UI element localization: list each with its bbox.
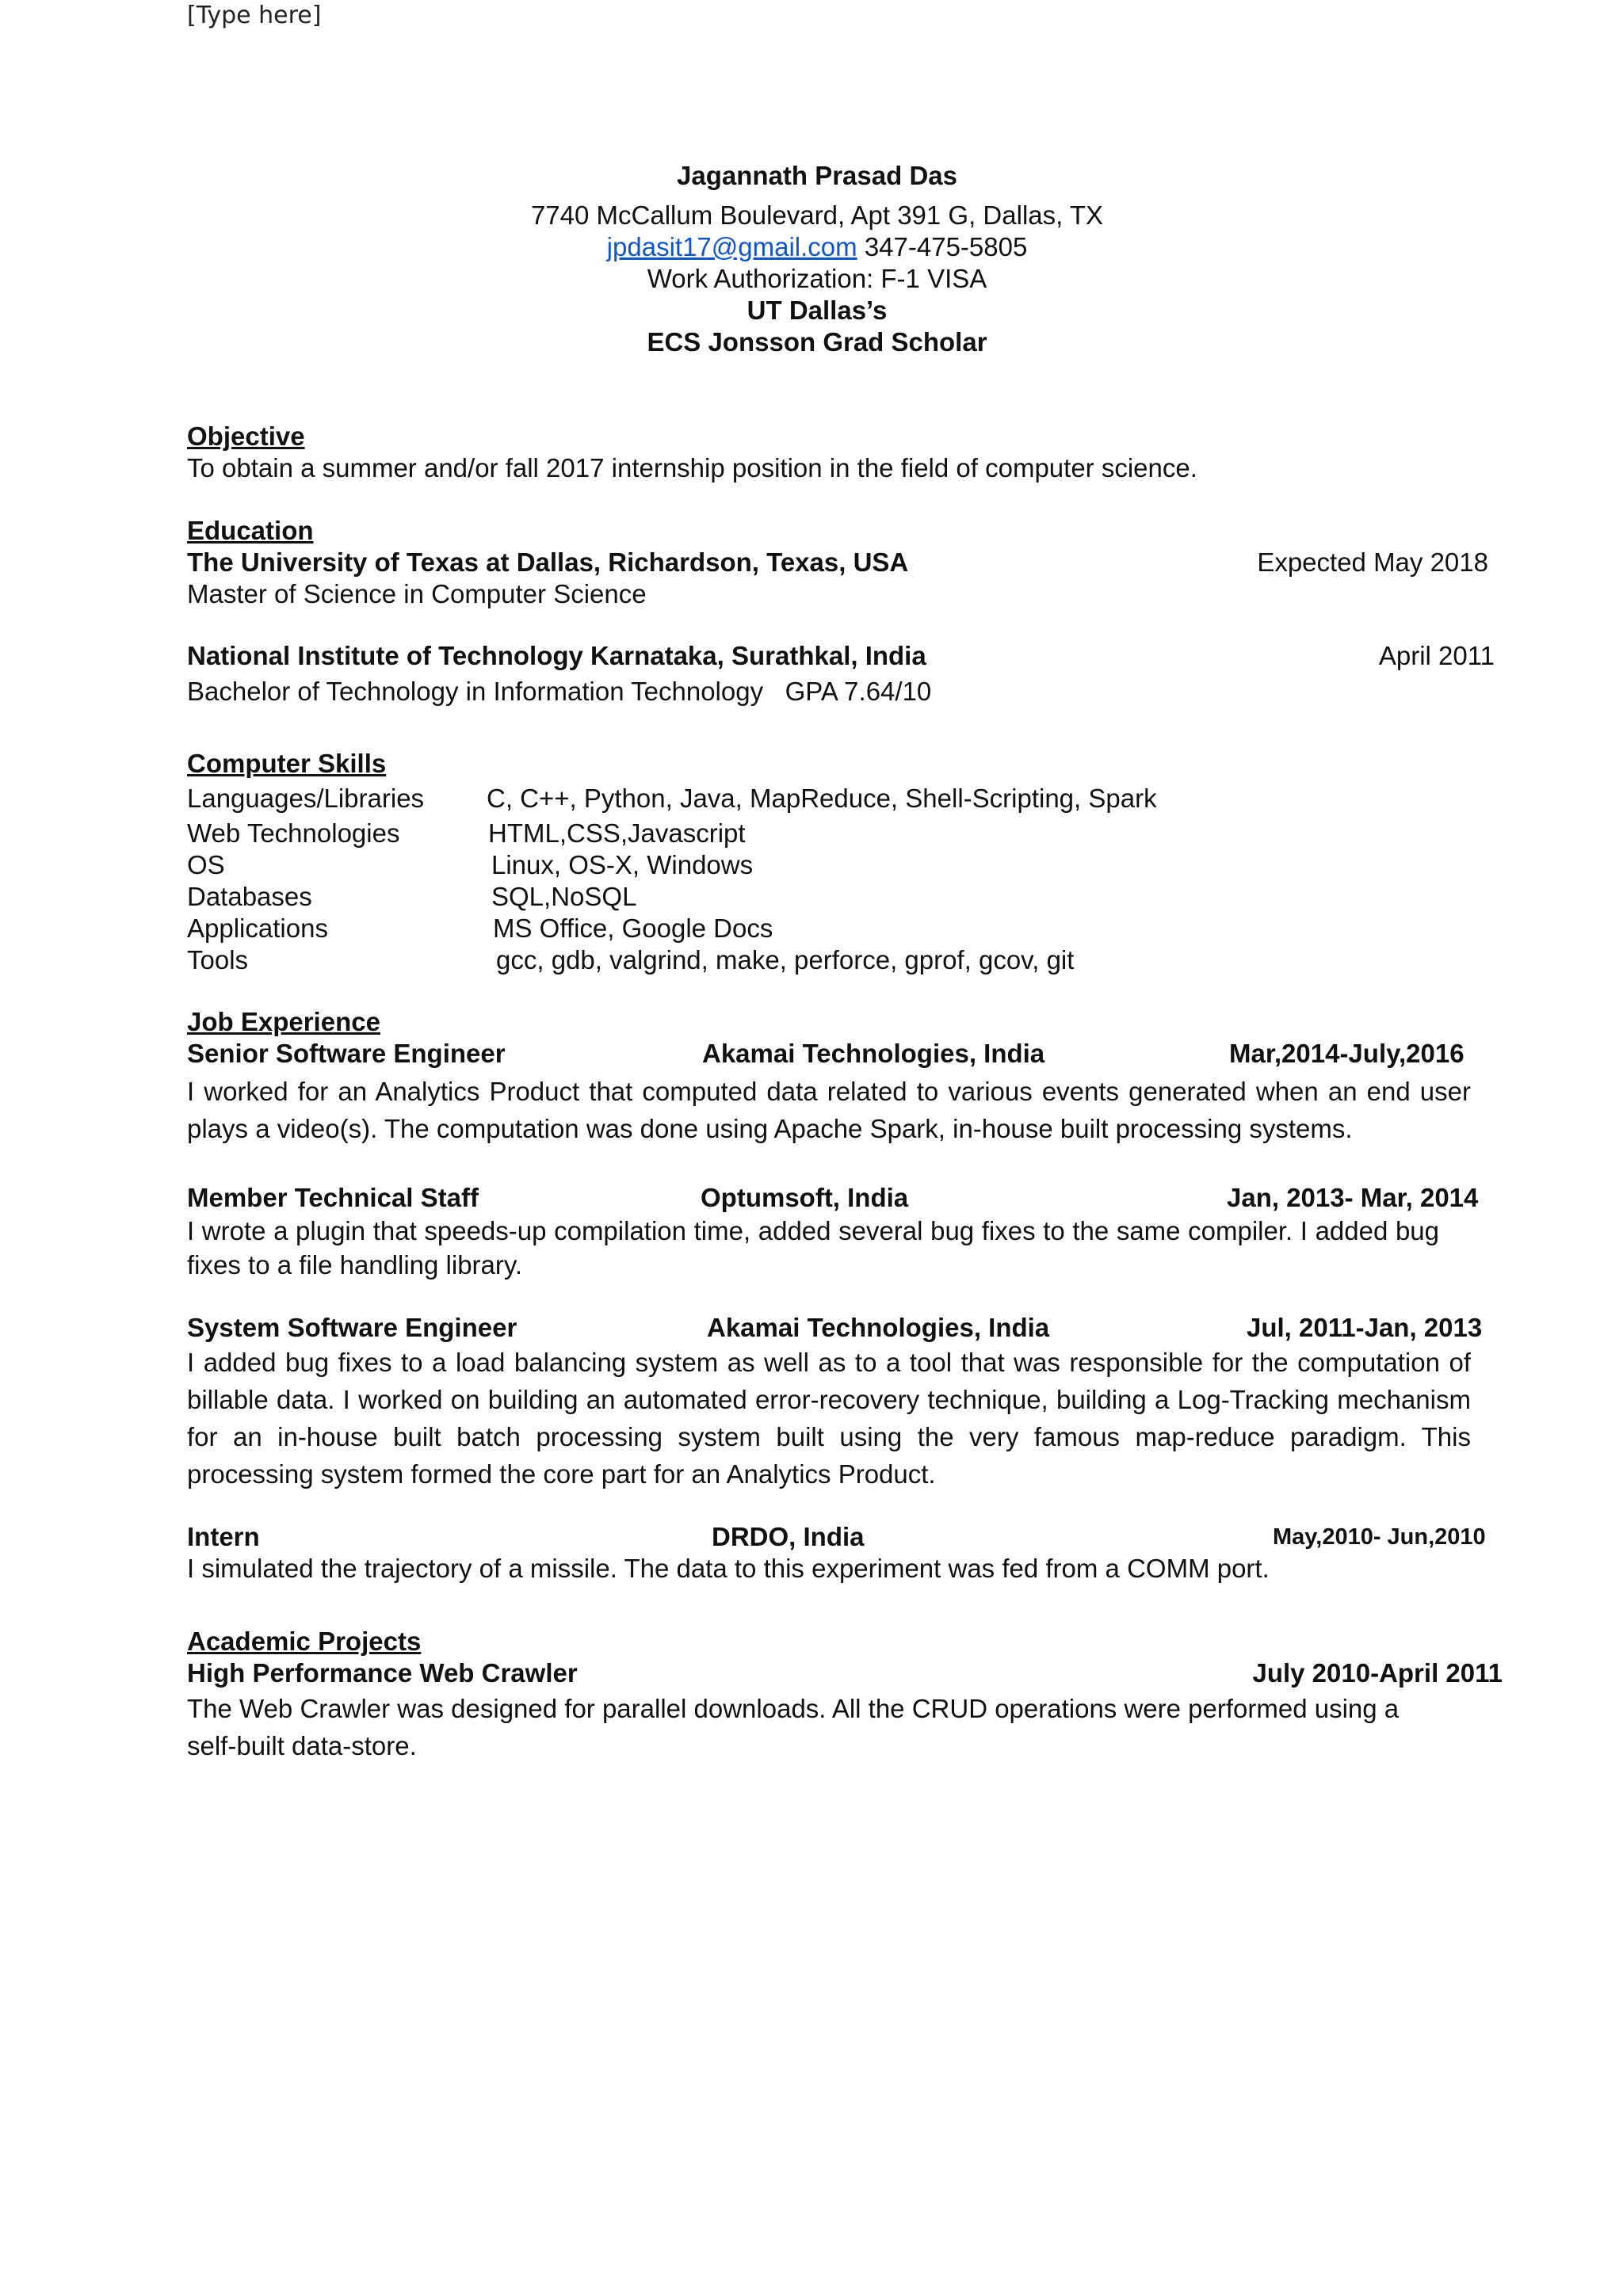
project-description: The Web Crawler was designed for parallel downloads. All the CRUD operations were performed using a self-built data-store. <box>187 1694 1400 1760</box>
skill-value: gcc, gdb, valgrind, make, perforce, gprof, gcov, git <box>496 945 1075 974</box>
job-description: I simulated the trajectory of a missile. The data to this experiment was fed from a COMM port. <box>187 1554 1270 1583</box>
work-authorization: Work Authorization: F-1 VISA <box>647 264 987 293</box>
candidate-name: Jagannath Prasad Das <box>677 161 957 190</box>
skill-value: SQL,NoSQL <box>491 882 637 911</box>
education-date: Expected May 2018 <box>1257 547 1488 577</box>
scholarship-line: ECS Jonsson Grad Scholar <box>647 327 987 357</box>
job-role: System Software Engineer <box>187 1313 517 1342</box>
job-description: I wrote a plugin that speeds-up compilation time, added several bug fixes to the same compiler. I added bug fixes to a file handling library. <box>187 1216 1439 1280</box>
education-date: April 2011 <box>1378 641 1495 670</box>
education-entry-school <box>187 547 1503 578</box>
job-header <box>187 1038 1503 1070</box>
job-company: Akamai Technologies, India <box>702 1039 1045 1068</box>
address-line: 7740 McCallum Boulevard, Apt 391 G, Dallas, TX <box>530 200 1104 230</box>
skill-label: Applications <box>187 913 328 943</box>
skill-value: C, C++, Python, Java, MapReduce, Shell-Scripting, Spark <box>487 784 1157 813</box>
skill-value: Linux, OS-X, Windows <box>491 850 754 879</box>
skill-value: HTML,CSS,Javascript <box>488 818 746 848</box>
skill-value: MS Office, Google Docs <box>493 913 773 943</box>
job-dates: Mar,2014-July,2016 <box>1229 1039 1465 1068</box>
job-company: Optumsoft, India <box>701 1183 909 1212</box>
job-header <box>187 1182 1503 1214</box>
school-name: The University of Texas at Dallas, Richardson, Texas, USA <box>187 547 909 577</box>
job-role: Senior Software Engineer <box>187 1039 506 1068</box>
job-role: Intern <box>187 1522 260 1551</box>
job-header <box>187 1312 1503 1344</box>
degree-line: Bachelor of Technology in Information Technology GPA 7.64/10 <box>187 677 932 706</box>
university-line: UT Dallas’s <box>747 296 888 325</box>
projects-heading: Academic Projects <box>187 1627 422 1656</box>
job-header <box>187 1521 1503 1553</box>
skills-heading: Computer Skills <box>187 749 387 778</box>
page-header-placeholder: [Type here] <box>187 2 322 29</box>
contact-line <box>0 231 1623 263</box>
skill-label: Databases <box>187 882 312 911</box>
experience-heading: Job Experience <box>187 1007 380 1036</box>
job-company: Akamai Technologies, India <box>707 1313 1050 1342</box>
phone-number: 347-475-5805 <box>864 232 1028 261</box>
project-header <box>187 1657 1503 1689</box>
job-dates: May,2010- Jun,2010 <box>1273 1524 1486 1550</box>
skill-label: Tools <box>187 945 249 974</box>
degree-line: Master of Science in Computer Science <box>187 579 647 608</box>
job-description: I worked for an Analytics Product that computed data related to various events generated when an end user plays a video(s). The computation was done using Apache Spark, in-house built processing systems. <box>187 1077 1471 1143</box>
email-link[interactable]: jpdasit17@gmail.com <box>606 232 857 261</box>
education-heading: Education <box>187 516 314 545</box>
skill-label: Languages/Libraries <box>187 784 425 813</box>
job-dates: Jan, 2013- Mar, 2014 <box>1227 1183 1479 1212</box>
job-role: Member Technical Staff <box>187 1183 479 1212</box>
education-entry-school <box>187 640 1503 672</box>
skill-label: OS <box>187 850 225 879</box>
job-description: I added bug fixes to a load balancing system as well as to a tool that was responsible for the computation of billable data. I worked on building an automated error-recovery technique, building a Log-Tracking mechanism for an in-house built batch processing system built using the very famous map-reduce paradigm. This processing system formed the core part for an Analytics Product. <box>187 1348 1471 1489</box>
job-dates: Jul, 2011-Jan, 2013 <box>1247 1313 1483 1342</box>
objective-text: To obtain a summer and/or fall 2017 internship position in the field of computer science. <box>187 453 1197 482</box>
job-company: DRDO, India <box>712 1522 865 1551</box>
objective-heading: Objective <box>187 421 305 451</box>
project-dates: July 2010-April 2011 <box>1252 1658 1503 1688</box>
school-name: National Institute of Technology Karnataka, Surathkal, India <box>187 641 926 670</box>
project-name: High Performance Web Crawler <box>187 1658 578 1688</box>
skill-label: Web Technologies <box>187 818 400 848</box>
